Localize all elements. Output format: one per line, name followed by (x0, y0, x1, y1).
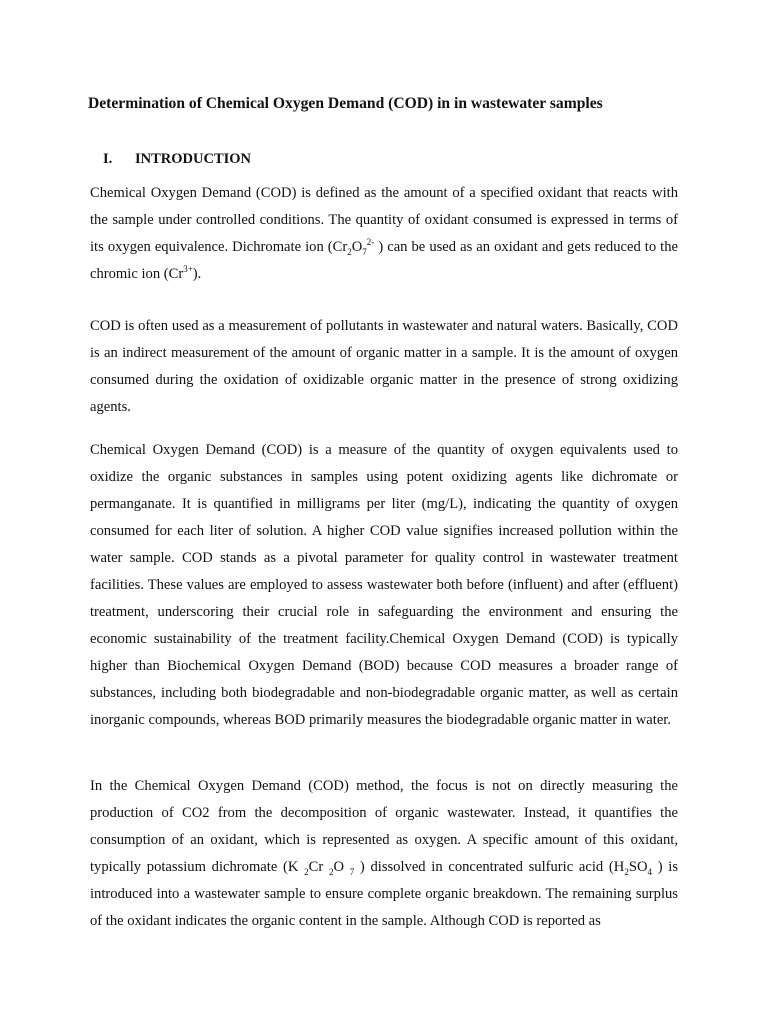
document-title: Determination of Chemical Oxygen Demand (COD) in in wastewater samples (88, 95, 603, 112)
p1-text-b: O (351, 239, 363, 255)
p4-text-c: O (333, 859, 350, 875)
paragraph-cod-definition (90, 180, 678, 288)
paragraph-cod-quantity: Chemical Oxygen Demand (COD) is a measure of the quantity of oxygen equivalents used to oxidize the organic substances in samples using potent oxidizing agents like dichromate or permanganate. It is quantified in milligrams per liter (mg/L), indicating the quantity of oxygen consumed for each liter of solution. A higher COD value signifies increased pollution within the water sample. COD stands as a pivotal parameter for quality control in wastewater treatment facilities. These values are employed to assess wastewater both before (influent) and after (effluent) treatment, underscoring their crucial role in safeguarding the environment and ensuring the economic sustainability of the treatment facility.Chemical Oxygen Demand (COD) is typically higher than Biochemical Oxygen Demand (BOD) because COD measures a broader range of substances, including both biodegradable and non-biodegradable organic matter, as well as certain inorganic compounds, whereas BOD primarily measures the biodegradable organic matter in water. (90, 442, 678, 728)
p4-subscript-a: 2 (304, 866, 309, 877)
p1-superscript-a: 2- (366, 237, 375, 248)
p1-subscript-a: 2 (347, 246, 352, 257)
p4-subscript-c: 7 (349, 866, 355, 877)
p4-text-f: ) is introduced into a wastewater sample to ensure complete organic breakdown. The remaining surplus of the oxidant indicates the organic content in the sample. Although COD is reported as (90, 859, 678, 929)
p4-text-d: ) dissolved in concentrated sulfuric acid (H (354, 859, 625, 875)
section-number: I. (103, 151, 113, 167)
p4-text-e: SO (628, 859, 648, 875)
p1-subscript-b: 7 (362, 246, 367, 257)
p1-text-a: Chemical Oxygen Demand (COD) is defined as the amount of a specified oxidant that reacts with the sample under controlled conditions. The quantity of oxidant consumed is expressed in terms of its oxygen equivalence. Dichromate ion (Cr (90, 185, 678, 255)
section-heading-text: INTRODUCTION (135, 151, 252, 167)
p1-text-c: ) can be used as an oxidant and gets reduced to the chromic ion (Cr (90, 239, 678, 282)
p1-superscript-b: 3+ (183, 264, 193, 275)
paragraph-cod-measurement: COD is often used as a measurement of pollutants in wastewater and natural waters. Basically, COD is an indirect measurement of the amount of organic matter in a sample. It is the amount of oxygen consumed during the oxidation of oxidizable organic matter in the presence of strong oxidizing agents. (90, 318, 678, 415)
paragraph-cod-method (90, 773, 678, 935)
p4-subscript-e: 4 (647, 866, 652, 877)
p1-text-d: ). (192, 266, 202, 282)
p4-text-b: Cr (308, 859, 329, 875)
section-heading (103, 148, 251, 170)
p4-subscript-b: 2 (328, 866, 334, 877)
p4-text-a: In the Chemical Oxygen Demand (COD) method, the focus is not on directly measuring the production of CO2 from the decomposition of organic wastewater. Instead, it quantifies the consumption of an oxidant, which is represented as oxygen. A specific amount of this oxidant, typically potassium dichromate (K (90, 778, 678, 875)
p4-subscript-d: 2 (624, 866, 629, 877)
